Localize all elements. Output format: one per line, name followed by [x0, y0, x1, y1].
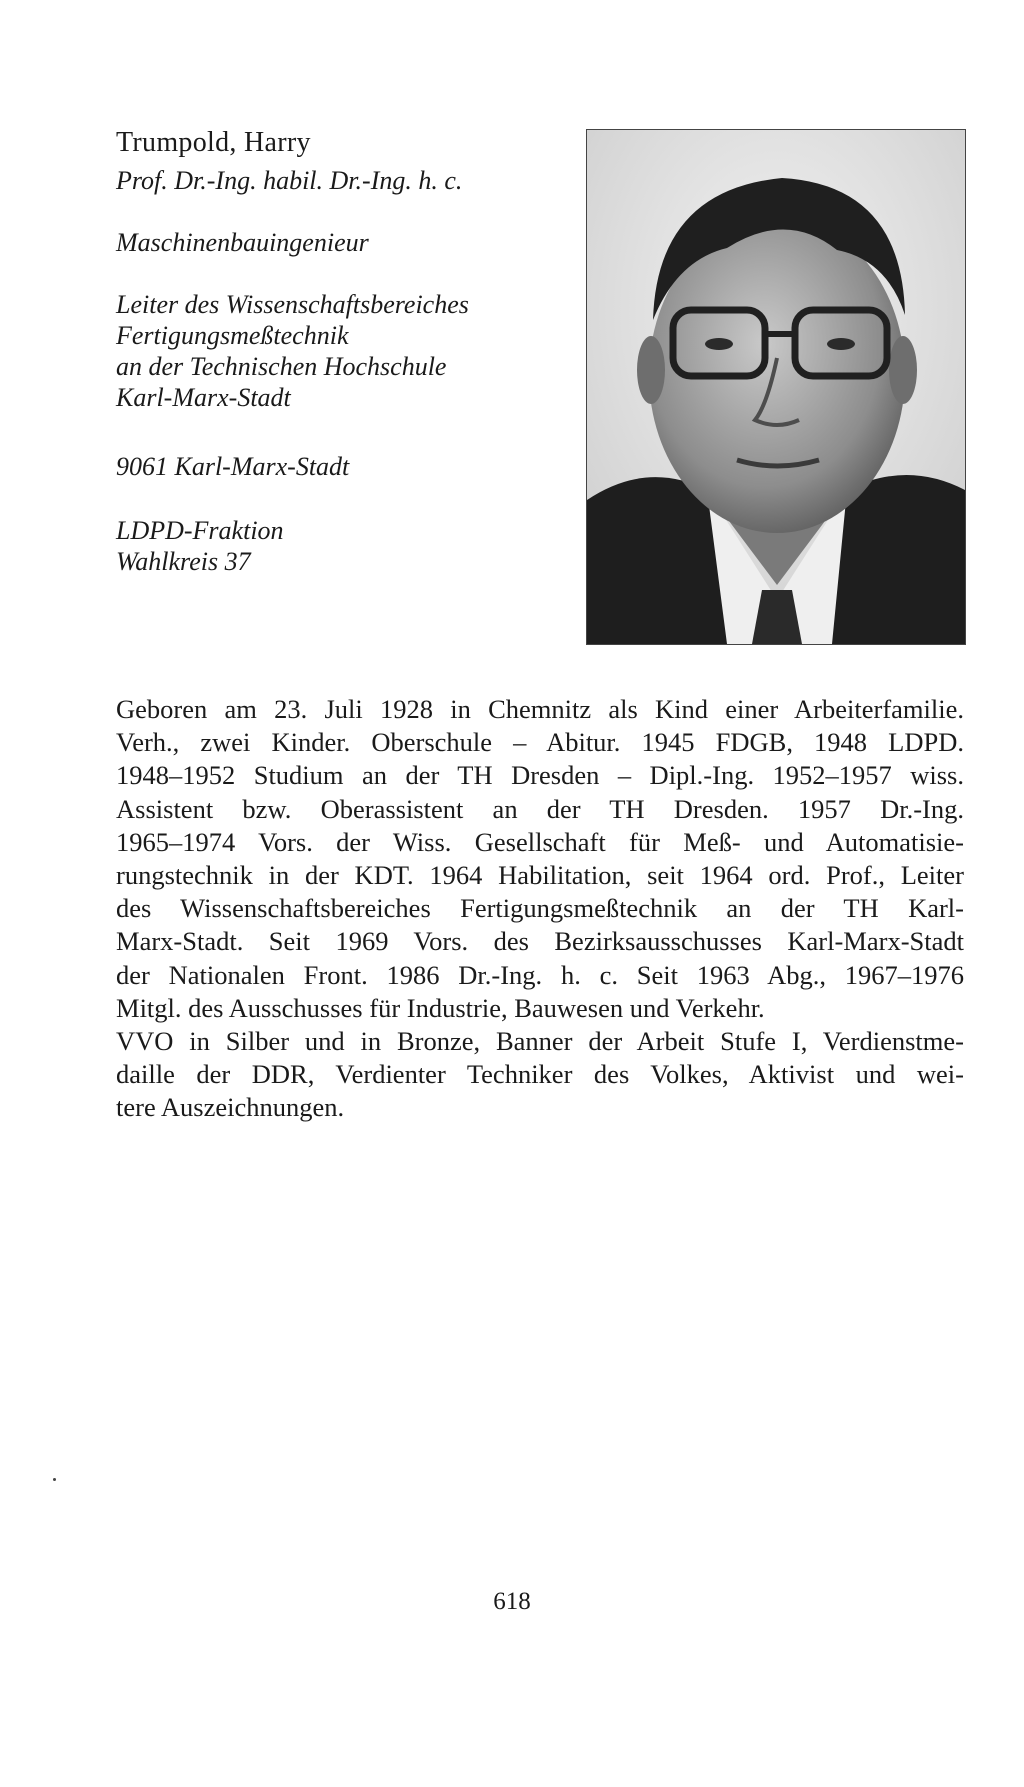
person-name: Trumpold, Harry: [116, 127, 311, 158]
constituency: Wahlkreis 37: [116, 547, 251, 576]
biography-line: Geboren am 23. Juli 1928 in Chemnitz als Kind einer Arbeiterfamilie.: [116, 694, 964, 724]
biography-line: des Wissenschaftsbereiches Fertigungsmeßtechnik an der TH Karl-: [116, 893, 964, 924]
biography-line: Verh., zwei Kinder. Oberschule – Abitur. 1945 FDGB, 1948 LDPD.: [116, 727, 964, 758]
biography-line: rungstechnik in der KDT. 1964 Habilitation, seit 1964 ord. Prof., Leiter: [116, 860, 964, 891]
address: 9061 Karl-Marx-Stadt: [116, 452, 350, 481]
position-line: Fertigungsmeßtechnik: [116, 321, 349, 350]
profession: Maschinenbauingenieur: [116, 228, 369, 257]
biography-line: 1965–1974 Vors. der Wiss. Gesellschaft für Meß- und Automatisie-: [116, 826, 964, 857]
stray-dot: [53, 1478, 56, 1481]
biography-line: Marx-Stadt. Seit 1969 Vors. des Bezirksausschusses Karl-Marx-Stadt: [116, 926, 964, 957]
biography-line: daille der DDR, Verdienter Techniker des Volkes, Aktivist und wei-: [116, 1059, 964, 1090]
academic-title: Prof. Dr.-Ing. habil. Dr.-Ing. h. c.: [116, 166, 463, 195]
position-line: Karl-Marx-Stadt: [116, 383, 291, 412]
biography-line: tere Auszeichnungen.: [116, 1092, 345, 1123]
position-line: an der Technischen Hochschule: [116, 352, 447, 381]
biography-line: Mitgl. des Ausschusses für Industrie, Bauwesen und Verkehr.: [116, 992, 765, 1023]
biography: [116, 693, 964, 1125]
biography-line: Assistent bzw. Oberassistent an der TH Dresden. 1957 Dr.-Ing.: [116, 793, 964, 824]
position-line: Leiter des Wissenschaftsbereiches: [116, 290, 469, 319]
biography-line: der Nationalen Front. 1986 Dr.-Ing. h. c. Seit 1963 Abg., 1967–1976: [116, 959, 964, 990]
portrait-photo: [586, 129, 966, 645]
faction: LDPD-Fraktion: [116, 516, 284, 545]
biography-line: 1948–1952 Studium an der TH Dresden – Dipl.-Ing. 1952–1957 wiss.: [116, 760, 964, 791]
page-number: 618: [493, 1588, 531, 1615]
biography-line: VVO in Silber und in Bronze, Banner der Arbeit Stufe I, Verdienstme-: [116, 1026, 964, 1057]
portrait-icon: [587, 130, 965, 644]
